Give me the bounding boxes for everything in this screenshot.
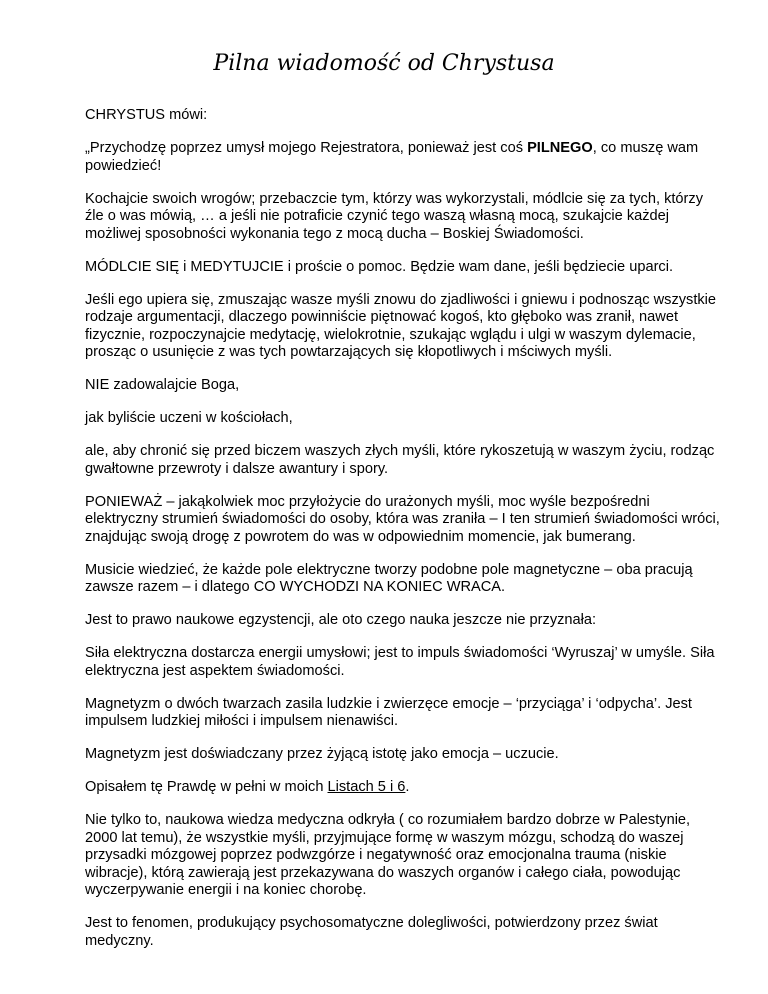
paragraph-2: Kochajcie swoich wrogów; przebaczcie tym, którzy was wykorzystali, módlcie się za tych, którzy źle o was mówią, … a jeśli nie potraficie czynić tego waszą własną mocą, szukajcie każdej możliwej sposobności wykonania tego z mocą ducha – Boskiej Świadomości. [85, 190, 703, 242]
paragraph-1-text-end: , co muszę wam powiedzieć! [85, 140, 699, 174]
paragraph-10: Jest to prawo naukowe egzystencji, ale oto czego nauka jeszcze nie przyznała: [85, 612, 597, 628]
paragraph-1 [85, 140, 725, 175]
document-body [85, 107, 725, 966]
paragraph-11: Siła elektryczna dostarcza energii umysłowi; jest to impuls świadomości ‘Wyruszaj’ w umyśle. Siła elektryczna jest aspektem świadomości. [85, 645, 715, 679]
paragraph-8: PONIEWAŻ – jakąkolwiek moc przyłożycie do urażonych myśli, moc wyśle bezpośredni elektryczny strumień świadomości do osoby, która was zraniła – I ten strumień świadomości wróci, znajdując swoją drogę z powrotem do was w odpowiednim momencie, jak bumerang. [85, 493, 720, 545]
paragraph-5: NIE zadowalajcie Boga, [85, 377, 240, 393]
listy-link[interactable]: Listach 5 i 6 [327, 779, 406, 795]
paragraph-1-text-start: „Przychodzę poprzez umysł mojego Rejestratora, ponieważ jest coś [85, 140, 528, 156]
paragraph-3: MÓDLCIE SIĘ i MEDYTUJCIE i proście o pomoc. Będzie wam dane, jeśli będziecie uparci. [85, 258, 674, 275]
paragraph-14-text-start: Opisałem tę Prawdę w pełni w moich [85, 779, 328, 795]
paragraph-6: jak byliście uczeni w kościołach, [85, 410, 293, 426]
paragraph-9: Musicie wiedzieć, że każde pole elektryczne tworzy podobne pole magnetyczne – oba pracują zawsze razem – i dlatego CO WYCHODZI NA KONIEC WRACA. [85, 561, 693, 595]
document-title: Pilna wiadomość od Chrystusa [213, 51, 555, 76]
paragraph-16: Jest to fenomen, produkujący psychosomatyczne dolegliwości, potwierdzony przez świat medyczny. [85, 915, 658, 949]
bold-word-pilnego: PILNEGO [527, 140, 593, 156]
paragraph-12: Magnetyzm o dwóch twarzach zasila ludzkie i zwierzęce emocje – ‘przyciąga’ i ‘odpycha’. Jest impulsem ludzkiej miłości i impulsem nienawiści. [85, 695, 692, 729]
paragraph-15: Nie tylko to, naukowa wiedza medyczna odkryła ( co rozumiałem bardzo dobrze w Palestynie, 2000 lat temu), że wszystkie myśli, przyjmujące formę w waszym mózgu, schodzą do waszej przysadki mózgowej poprzez podwzgórze i negatywność oraz emocjonalna trauma (niskie wibracje), którą zawierają jest przekazywana do waszych organów i całego ciała, powodując wyczerpywanie energii i na koniec chorobę. [85, 812, 691, 898]
paragraph-7: ale, aby chronić się przed biczem waszych złych myśli, które rykoszetują w waszym życiu, rodząc gwałtowne przewroty i dalsze awantury i spory. [85, 443, 715, 477]
paragraph-intro: CHRYSTUS mówi: [85, 107, 208, 123]
paragraph-14 [85, 779, 725, 797]
paragraph-13: Magnetyzm jest doświadczany przez żyjącą istotę jako emocja – uczucie. [85, 746, 559, 762]
paragraph-14-text-end: . [405, 779, 410, 795]
paragraph-4: Jeśli ego upiera się, zmuszając wasze myśli znowu do zjadliwości i gniewu i podnosząc wszystkie rodzaje argumentacji, dlaczego powinniście piętnować kogoś, kto głęboko was zranił, nawet fizycznie, rozpoczynajcie medytację, wielokrotnie, szukając wglądu i ulgi w waszym dylemacie, prosząc o usunięcie z was tych powtarzających się kłopotliwych i mściwych myśli. [85, 291, 717, 360]
